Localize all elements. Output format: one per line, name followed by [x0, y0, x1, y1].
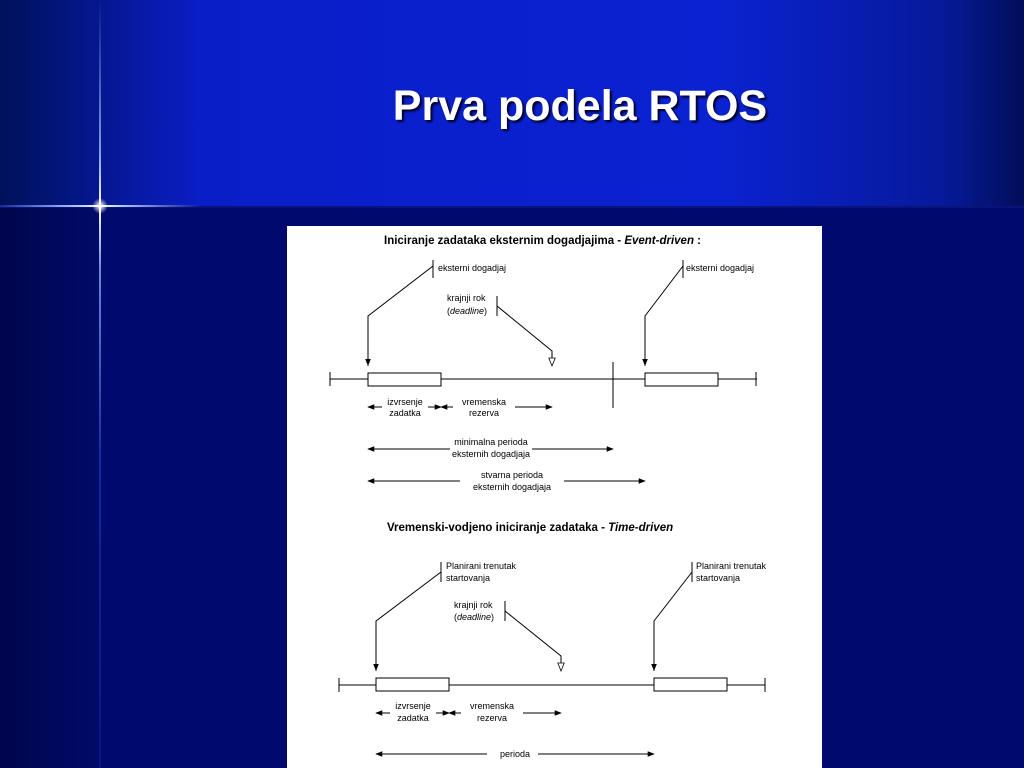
execution-label-2-line1: izvrsenje — [395, 701, 431, 711]
deadline-marker-2 — [454, 600, 561, 671]
deadline-label-2-line2: (deadline) — [454, 612, 495, 622]
planned-start-label-2-line2: startovanja — [696, 573, 741, 583]
reserve-label-1-line1: vremenska — [461, 397, 507, 407]
period-dim — [376, 749, 654, 759]
external-event-label-2: eksterni dogadjaj — [686, 263, 755, 273]
reserve-label-2-line2: rezerva — [476, 713, 508, 723]
time-driven-timeline — [339, 678, 765, 692]
planned-start-label-1-line1: Planirani trenutak — [446, 561, 517, 571]
planned-start-label-1-line2: startovanja — [446, 573, 491, 583]
minimal-period-label-line2: eksternih dogadjaja — [451, 449, 531, 459]
decorative-sparkle — [92, 198, 108, 214]
real-period-label-line2: eksternih dogadjaja — [472, 482, 552, 492]
decorative-vertical-light-line — [99, 0, 101, 768]
real-period-dim — [368, 470, 645, 492]
rtos-timing-diagram — [287, 226, 822, 768]
planned-start-marker-2 — [654, 561, 767, 671]
task-execution-box-2 — [645, 373, 718, 386]
reserve-label-1-line2: rezerva — [468, 408, 500, 418]
task-execution-box-1 — [368, 373, 441, 386]
external-event-label-1: eksterni dogadjaj — [438, 263, 507, 273]
deadline-label-1-line2: (deadline) — [447, 306, 488, 316]
reserve-label-2-line1: vremenska — [469, 701, 515, 711]
minimal-period-label-line1: minimalna perioda — [454, 437, 528, 447]
event-driven-heading: Iniciranje zadataka eksternim dogadjajima - Event-driven : — [384, 235, 702, 247]
task-execution-box-4 — [654, 678, 727, 691]
execution-label-1-line1: izvrsenje — [387, 397, 423, 407]
deadline-label-2-line1: krajnji rok — [454, 600, 493, 610]
real-period-label-line1: stvarna perioda — [480, 470, 544, 480]
execution-label-2-line2: zadatka — [397, 713, 429, 723]
execution-label-1-line2: zadatka — [389, 408, 421, 418]
task-execution-box-3 — [376, 678, 449, 691]
external-event-marker-2 — [645, 260, 754, 366]
minimal-period-dim — [368, 437, 613, 459]
planned-start-marker-1 — [376, 561, 517, 671]
execution-and-reserve-dims-1 — [368, 397, 552, 418]
period-label: perioda — [499, 749, 531, 759]
deadline-label-1-line1: krajnji rok — [447, 293, 486, 303]
execution-and-reserve-dims-2 — [376, 701, 561, 723]
slide-title: Prva podela RTOS — [392, 82, 768, 130]
deadline-marker-1 — [447, 293, 552, 366]
time-driven-heading: Vremenski-vodjeno iniciranje zadataka - Time-driven — [387, 522, 674, 534]
planned-start-label-2-line1: Planirani trenutak — [696, 561, 767, 571]
